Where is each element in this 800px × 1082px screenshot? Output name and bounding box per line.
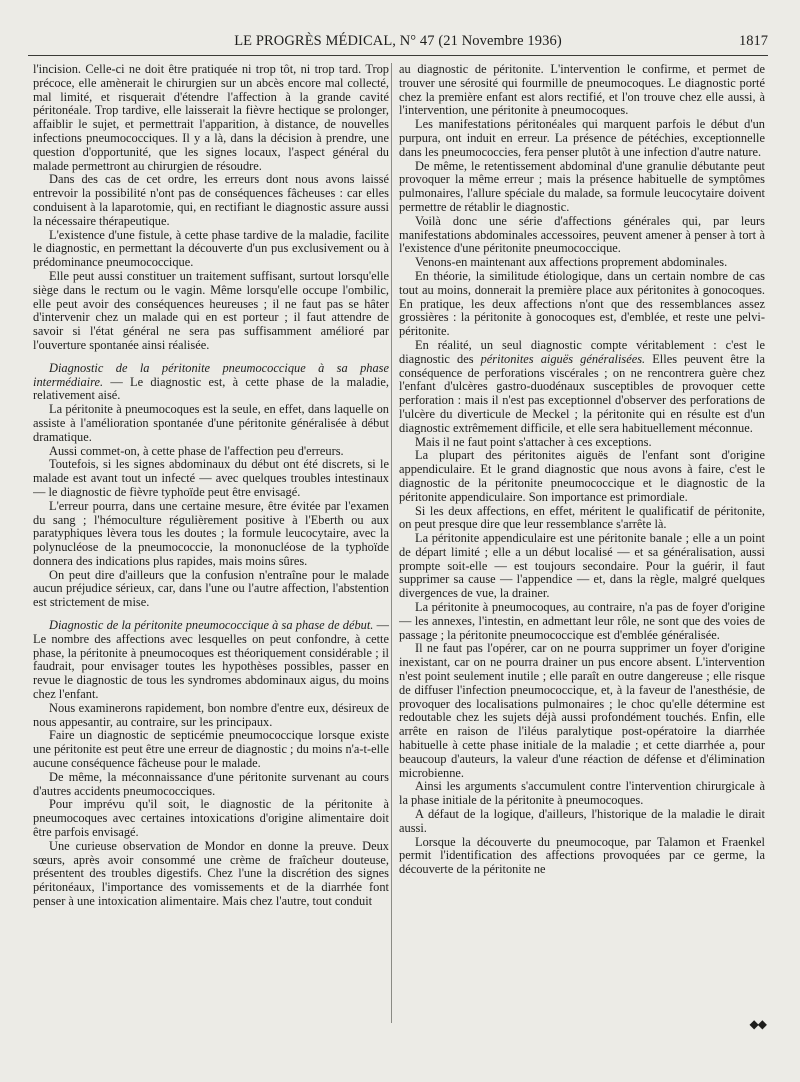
running-header xyxy=(28,32,768,50)
paragraph: L'existence d'une fistule, à cette phase tardive de la maladie, facilite le diagnostic, en permettant la découverte d'un pus exclusivement ou à prédominance pneumococcique. xyxy=(33,227,389,270)
paragraph: En théorie, la similitude étiologique, dans un certain nombre de cas tout au moins, donnerait la première place aux péritonites à gonocoques. En pratique, les deux affections n'ont que des ressemblances assez grossières : la péritonite à gonocoques est, d'emblée, et reste une pelvi-péritonite. xyxy=(399,268,765,339)
paragraph: Faire un diagnostic de septicémie pneumococcique lorsque existe une péritonite est peut être une erreur de diagnostic ; du moins n'a-t-elle aucune conséquence fâcheuse pour le malade. xyxy=(33,728,389,771)
section-heading: Diagnostic de la péritonite pneumococcique à sa phase intermédiaire. xyxy=(33,360,389,389)
paragraph: En réalité, un seul diagnostic compte véritablement : c'est le diagnostic des péritonites aiguës généralisées. Elles peuvent être la conséquence de perforations viscérales ; on ne rencontrera guère chez l'enfant d'ulcères gastro-duodénaux susceptibles de provoquer cette perforation : mais il n'est pas exceptionnel d'observer des perforations de l'ulcère du diverticule de Meckel ; la péritonite qui en résulte est d'un diagnostic extrêmement difficile, et elle sera habituellement méconnue. xyxy=(399,337,765,435)
journal-title: LE PROGRÈS MÉDICAL, N° 47 (21 Novembre 1936) xyxy=(234,33,562,49)
paragraph: Mais il ne faut point s'attacher à ces exceptions. xyxy=(415,434,652,449)
emphasis: péritonites aiguës généralisées. xyxy=(480,351,646,366)
section-paragraph: Diagnostic de la péritonite pneumococcique à sa phase intermédiaire. — Le diagnostic est, à cette phase de la maladie, relativement aisé. xyxy=(33,360,389,403)
column-divider xyxy=(391,63,392,1023)
paragraph: L'erreur pourra, dans une certaine mesure, être évitée par l'examen du sang ; l'hémoculture régulièrement positive à l'Eberth ou aux paratyphiques lèvera tous les doutes ; la formule leucocytaire, avec la polynucléose de la pneumococcie, la mononucléose de la typhoïde donnera des indications plus rapides, mais moins sûres. xyxy=(33,498,389,568)
section-heading: Diagnostic de la péritonite pneumococcique à sa phase de début. xyxy=(49,618,374,633)
right-column xyxy=(399,63,765,1048)
paragraph: Aussi commet-on, à cette phase de l'affection peu d'erreurs. xyxy=(49,443,344,458)
page-number: 1817 xyxy=(739,33,768,49)
paragraph: A défaut de la logique, d'ailleurs, l'historique de la maladie le dirait aussi. xyxy=(399,807,765,835)
paragraph: Les manifestations péritonéales qui marquent parfois le début d'un purpura, ont induit en erreur. La présence de pétéchies, exceptionnelle dans les pneumococcies, fera penser plutôt à une infection d'autre nature. xyxy=(399,117,765,159)
paragraph: Elle peut aussi constituer un traitement suffisant, surtout lorsqu'elle siège dans le rectum ou le vagin. Même lorsqu'elle occupe l'ombilic, elle peut avoir des conséquences heureuses ; il ne faut pas se hâter d'intervenir chez un malade qui en est porteur ; il faut attendre de savoir si l'état général ne sera pas suffisamment amélioré par l'ouverture spontanée ainsi réalisée. xyxy=(33,268,389,352)
paragraph: La plupart des péritonites aiguës de l'enfant sont d'origine appendiculaire. Et le grand diagnostic que nous avons à faire, c'est le diagnostic de la péritonite pneumococcique et le diagnostic de la péritonite appendiculaire. Son importance est primordiale. xyxy=(399,448,765,504)
paragraph: Si les deux affections, en effet, méritent le qualificatif de péritonite, on peut presque dire que leur ressemblance s'arrête là. xyxy=(399,503,765,532)
left-column xyxy=(33,63,389,1048)
paragraph: Dans des cas de cet ordre, les erreurs dont nous avons laissé entrevoir la possibilité n'ont pas de conséquences fâcheuses : car elles conduisent à la laparotomie, qui, en rectifiant le diagnostic assure aussi la nécessaire thérapeutique. xyxy=(33,172,389,228)
paragraph: La péritonite appendiculaire est une péritonite banale ; elle a un point de départ limité ; elle a un début localisé — et sa généralisation, aussi prompte soit-elle — est toujours secondaire. Pour la guérir, il faut supprimer sa cause — l'appendice — et, dans la règle, malgré quelques divergences de vue, la drainer. xyxy=(399,531,765,601)
section-paragraph: Diagnostic de la péritonite pneumococcique à sa phase de début. — Le nombre des affections avec lesquelles on peut confondre, à cette phase, la péritonite à pneumocoques est théoriquement considérable ; il faudrait, pour envisager toutes les hypothèses possibles, passer en revue le diagnostic de tous les syndromes abdominaux aigus, du moins chez l'enfant. xyxy=(33,618,389,702)
paragraph: Pour imprévu qu'il soit, le diagnostic de la péritonite à pneumocoques avec certaines intoxications d'origine alimentaire doit être parfois envisagé. xyxy=(33,797,389,840)
paragraph: De même, la méconnaissance d'une péritonite survenant au cours d'autres accidents pneumococciques. xyxy=(33,769,389,798)
paragraph: Une curieuse observation de Mondor en donne la preuve. Deux sœurs, après avoir consommé une crème de fraîcheur douteuse, présentent des troubles digestifs. Chez l'une la discrétion des signes péritonéaux, l'importance des vomissements et de la diarrhée font penser à une intoxication alimentaire. Mais chez l'autre, tout conduit xyxy=(33,838,389,909)
paragraph: au diagnostic de péritonite. L'intervention le confirme, et permet de trouver une sérosité qui fourmille de pneumocoques. Le diagnostic porté chez la première enfant est alors rectifié, et l'on trouve chez elle aussi, à l'intervention, une péritonite à pneumocoques. xyxy=(399,63,765,118)
paragraph: Voilà donc une série d'affections générales qui, par leurs manifestations abdominales accessoires, peuvent amener à penser à tort à l'existence d'une péritonite pneumococcique. xyxy=(399,213,765,256)
paragraph: Venons-en maintenant aux affections proprement abdominales. xyxy=(415,255,728,270)
paragraph: Toutefois, si les signes abdominaux du début ont été discrets, si le malade est avant tout un infecté — avec quelques troubles intestinaux — le diagnostic de fièvre typhoïde peut être envisagé. xyxy=(33,457,389,499)
end-ornament: ◆◆ xyxy=(749,1017,766,1031)
paragraph: Ainsi les arguments s'accumulent contre l'intervention chirurgicale à la phase initiale de la péritonite à pneumocoques. xyxy=(399,779,765,808)
paragraph: La péritonite à pneumocoques est la seule, en effet, dans laquelle on assiste à l'amélioration spontanée d'une péritonite généralisée à début dramatique. xyxy=(33,402,389,444)
header-rule xyxy=(28,55,768,56)
paragraph: La péritonite à pneumocoques, au contraire, n'a pas de foyer d'origine — les annexes, l'intestin, en admettant leur rôle, ne sont que des voies de passage ; la péritonite pneumococcique est d'emblée généralisée. xyxy=(399,600,765,642)
paragraph: De même, le retentissement abdominal d'une granulie débutante peut provoquer la même erreur ; mais la présence habituelle de symptômes pulmonaires, l'allure spéciale du malade, sa formule leucocytaire doivent permettre de rétablir le diagnostic. xyxy=(399,158,765,214)
paragraph: l'incision. Celle-ci ne doit être pratiquée ni trop tôt, ni trop tard. Trop précoce, elle amènerait le chirurgien sur un abcès encore mal collecté, mal limité, et risquerait d'étendre l'affection à la grande cavité péritonéale. Trop tardive, elle laisserait la fièvre hectique se prolonger, affaiblir le sujet, et permettrait l'apparition, à distance, de nouvelles infections pneumococciques. Il y a là, dans la décision à prendre, une question d'opportunité, que les signes locaux, l'aspect général du malade permettront au chirurgien de résoudre. xyxy=(33,63,389,173)
paragraph: Lorsque la découverte du pneumocoque, par Talamon et Fraenkel permit l'identification des affections provoquées par ce germe, la découverte de la péritonite ne xyxy=(399,834,765,877)
paragraph: Nous examinerons rapidement, bon nombre d'entre eux, désireux de nous appesantir, au contraire, sur les principaux. xyxy=(33,700,389,729)
paragraph: On peut dire d'ailleurs que la confusion n'entraîne pour le malade aucun préjudice sérieux, car, dans l'une ou l'autre affection, l'abstention est strictement de mise. xyxy=(33,567,389,610)
paragraph: Il ne faut pas l'opérer, car on ne pourra supprimer un foyer d'origine inexistant, car on ne pourra drainer un pus encore absent. L'intervention n'est point seulement inutile ; elle paraît en outre dangereuse ; elle risque de diffuser l'infection pneumococcique, et, à la faveur de l'anesthésie, de provoquer des localisations pulmonaires ; le choc qu'elle détermine est redoutable chez les sujets déjà aussi profondément touchés. Enfin, elle arrête en raison de l'iléus paralytique post-opératoire la diarrhée habituelle à cette phase initiale de la maladie ; et cette diarrhée a, pour beaucoup d'auteurs, la valeur d'une réaction de défense et d'élimination microbienne. xyxy=(399,641,765,780)
